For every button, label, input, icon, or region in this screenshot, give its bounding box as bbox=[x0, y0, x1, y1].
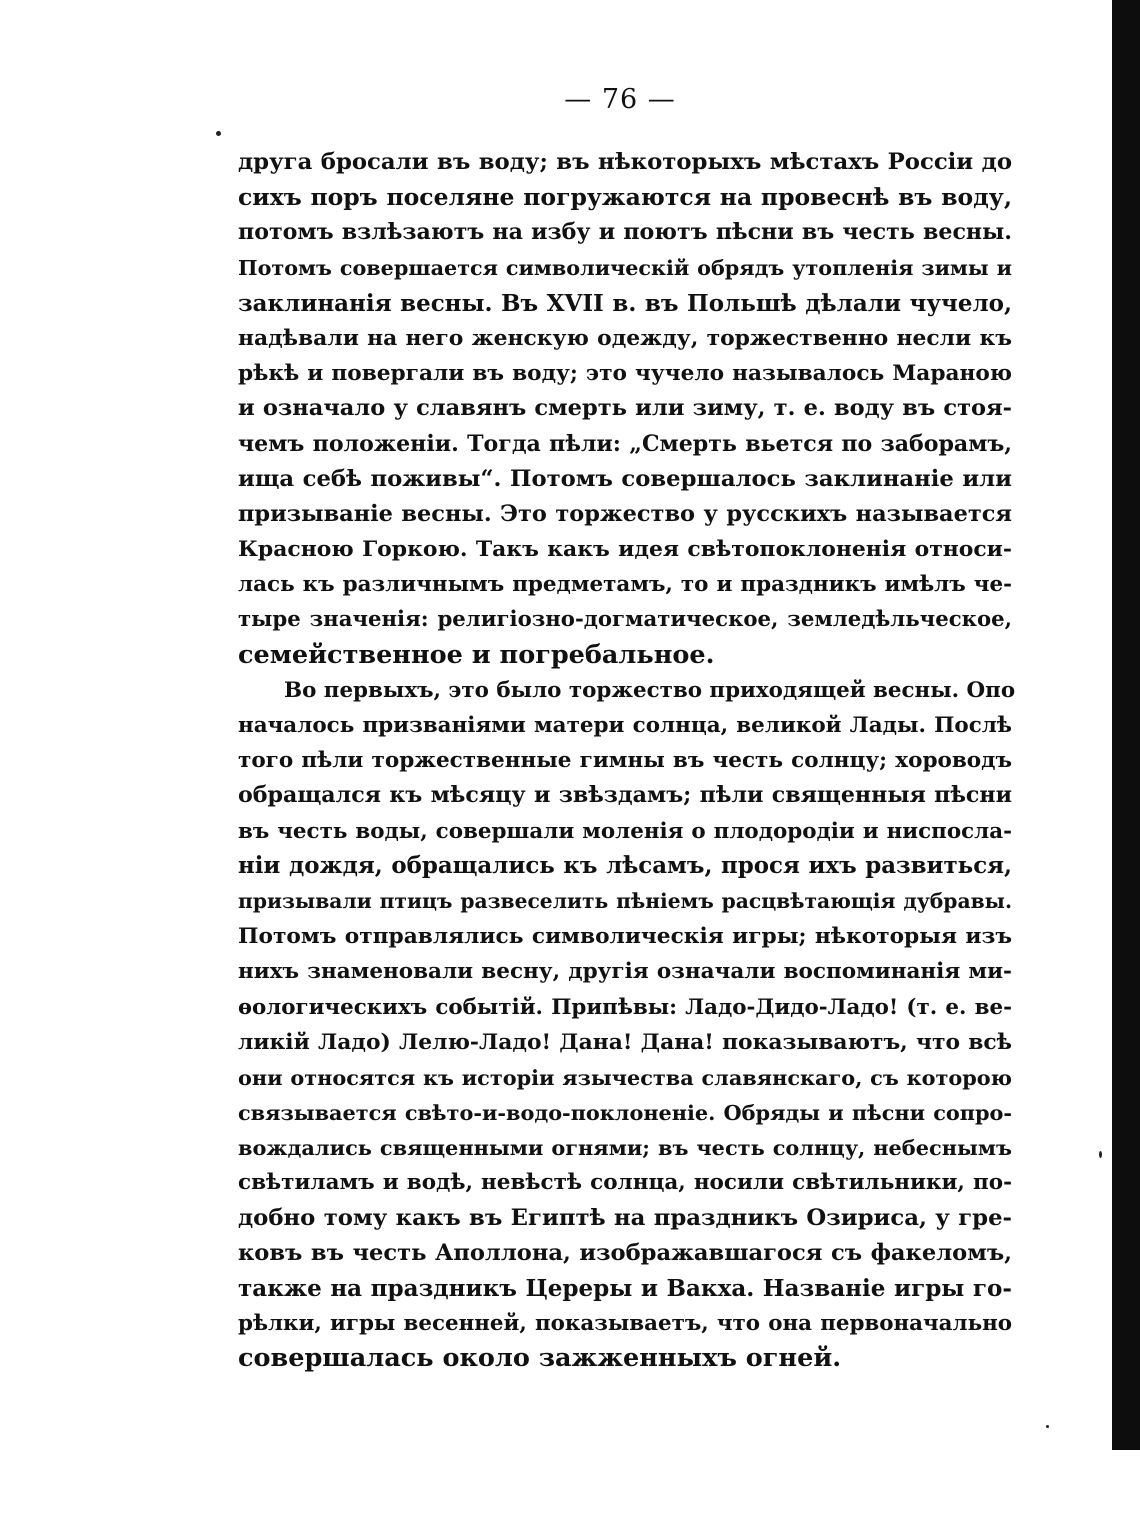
text-line: свѣтиламъ и водѣ, невѣстѣ солнца, носили свѣтильники, по- bbox=[238, 1170, 1012, 1196]
text-line: Потомъ отправлялись символическія игры; нѣкоторыя изъ bbox=[238, 924, 1012, 950]
text-line: ковъ въ честь Аполлона, изображавшагося съ факеломъ, bbox=[238, 1239, 1012, 1266]
body-text bbox=[238, 145, 1016, 1377]
text-line: надѣвали на него женскую одежду, торжественно несли къ bbox=[238, 324, 1012, 351]
scan-page-edge bbox=[1112, 0, 1140, 1450]
text-line: Потомъ совершается символическій обрядъ утопленія зимы и bbox=[238, 255, 1012, 280]
text-line: лась къ различнымъ предметамъ, то и праздникъ имѣлъ че- bbox=[238, 572, 1012, 598]
page-number: — 76 — bbox=[564, 84, 676, 115]
scan-page-edge-gap bbox=[1118, 1450, 1140, 1533]
text-line: семейственное и погребальное. bbox=[238, 639, 715, 670]
text-line: ѳологическихъ событій. Припѣвы: Ладо-Дидо-Ладо! (т. е. ве- bbox=[238, 994, 1012, 1020]
text-line: ища себѣ поживы“. Потомъ совершалось заклинаніе или bbox=[238, 465, 1012, 492]
text-line: связывается свѣто-и-водо-поклоненіе. Обряды и пѣсни сопро- bbox=[238, 1100, 1012, 1126]
text-line: вождались священными огнями; въ честь солнцу, небеснымъ bbox=[238, 1135, 1012, 1161]
text-line: потомъ взлѣзаютъ на избу и поютъ пѣсни въ честь весны. bbox=[238, 219, 1012, 246]
text-line: началось призваніями матери солнца, великой Лады. Послѣ bbox=[238, 713, 1012, 738]
paragraph bbox=[238, 145, 1012, 673]
text-line: въ честь воды, совершали моленія о плодородіи и ниспосла- bbox=[238, 818, 1012, 844]
text-line: друга бросали въ воду; въ нѣкоторыхъ мѣстахъ Россіи до bbox=[238, 149, 1012, 175]
text-line: совершалась около зажженныхъ огней. bbox=[238, 1343, 842, 1374]
scan-speck bbox=[1099, 1151, 1102, 1158]
scan-speck bbox=[216, 131, 221, 136]
text-line: они относятся къ исторіи язычества славянскаго, съ которою bbox=[238, 1064, 1012, 1090]
text-line: рѣкѣ и повергали въ воду; это чучело называлось Мараною bbox=[238, 361, 1012, 387]
text-line: добно тому какъ въ Египтѣ на праздникъ Озириса, у гре- bbox=[238, 1204, 1012, 1231]
text-line: Во первыхъ, это было торжество приходящей весны. Опо bbox=[284, 677, 1016, 703]
text-line: призывали птицъ развеселить пѣніемъ расцвѣтающія дубравы. bbox=[238, 888, 1012, 913]
text-line: ликій Ладо) Лелю-Ладо! Дана! Дана! показываютъ, что всѣ bbox=[238, 1029, 1012, 1055]
text-line: чемъ положеніи. Тогда пѣли: „Смерть вьется по заборамъ, bbox=[238, 430, 1012, 457]
paragraph bbox=[238, 673, 1016, 1377]
text-line: и означало у славянъ смерть или зиму, т. е. воду въ стоя- bbox=[238, 395, 1012, 422]
text-line: заклинанія весны. Въ XVII в. въ Польшѣ дѣлали чучело, bbox=[238, 289, 1012, 317]
text-line: обращался къ мѣсяцу и звѣздамъ; пѣли священныя пѣсни bbox=[238, 782, 1012, 809]
text-line: Красною Горкою. Такъ какъ идея свѣтопоклоненія относи- bbox=[238, 536, 1012, 563]
text-line: также на праздникъ Цереры и Вакха. Названіе игры го- bbox=[238, 1275, 1012, 1302]
text-line: того пѣли торжественные гимны въ честь солнцу; хороводъ bbox=[238, 748, 1012, 774]
scan-speck bbox=[1046, 1425, 1049, 1428]
text-line: рѣлки, игры весенней, показываетъ, что она первоначально bbox=[238, 1311, 1012, 1337]
text-line: призываніе весны. Это торжество у русскихъ называется bbox=[238, 500, 1012, 527]
text-line: ніи дождя, обращались къ лѣсамъ, прося ихъ развиться, bbox=[238, 852, 1012, 879]
text-line: сихъ поръ поселяне погружаются на провеснѣ въ воду, bbox=[238, 183, 1012, 212]
text-line: тыре значенія: религіозно-догматическое, земледѣльческое, bbox=[238, 607, 1012, 633]
text-line: нихъ знаменовали весну, другія означали воспоминанія ми- bbox=[238, 959, 1012, 985]
